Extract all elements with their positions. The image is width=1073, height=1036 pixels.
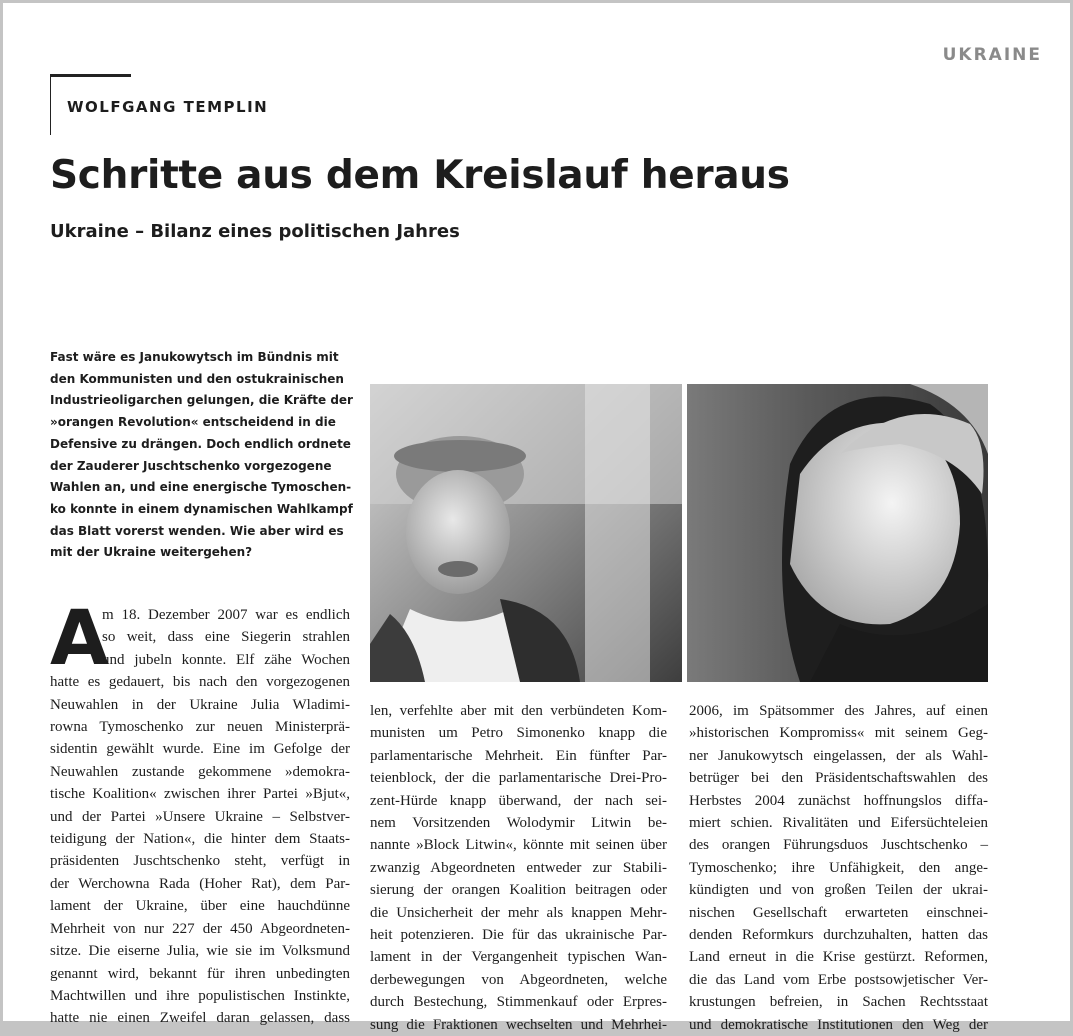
- section-label: UKRAINE: [942, 45, 1042, 65]
- photo-image: [370, 384, 988, 682]
- text-line: 2006, im Spätsommer des Jahres, auf einen: [689, 703, 988, 719]
- text-line: Mehrheit von nur 227 der 450 Abgeordneten-: [50, 920, 350, 937]
- text-line: miert schien. Rivalitäten und Eifersüchteleien: [689, 815, 988, 832]
- text-line: sidentin gewählt wurde. Eine im Gefolge der: [50, 741, 350, 758]
- text-line: kündigten und von großen Teilen der ukrai-: [689, 882, 988, 899]
- text-line: ko konnte in einem dynamischen Wahlkampf: [50, 501, 353, 516]
- text-line: zent-Hürde knapp überwand, der nach sei-: [370, 792, 667, 809]
- article-column-1: [50, 604, 350, 1030]
- text-line: und demokratische Institutionen den Weg der: [689, 1016, 988, 1033]
- text-line: nischen Gesellschaft erwarteten einschnei-: [689, 904, 988, 921]
- text-line: Fast wäre es Janukowytsch im Bündnis mit: [50, 350, 339, 364]
- text-line: sierung der orangen Koalition beitragen oder: [370, 882, 667, 899]
- text-line: und jubeln konnte. Elf zähe Wochen: [102, 651, 350, 668]
- text-line: nem Vorsitzenden Wolodymir Litwin be-: [370, 815, 667, 832]
- text-line: das Blatt vorerst wenden. Wie aber wird es: [50, 523, 344, 538]
- article-subtitle: Ukraine – Bilanz eines politischen Jahres: [50, 221, 460, 242]
- text-line: Defensive zu drängen. Doch endlich ordnete: [50, 436, 351, 451]
- text-line: teidigung der Nation«, die hinter dem Staats-: [50, 831, 350, 848]
- text-line: rowna Tymoschenko zur neuen Ministerprä-: [50, 719, 350, 736]
- text-line: die Unsicherheit der mehr als knappen Mehr-: [370, 904, 667, 921]
- magazine-page: [3, 3, 1070, 1033]
- text-line: genannt wird, bekannt für ihren unbedingten: [50, 965, 350, 982]
- text-line: des orangen Führungsduos Juschtschenko –: [689, 837, 988, 854]
- text-line: krustungen befreien, in Sachen Rechtsstaat: [689, 994, 988, 1011]
- text-line: denden Reformkurs durchzuhalten, hatten das: [689, 927, 988, 944]
- text-line: derbewegungen von Abgeordneten, welche: [370, 971, 667, 988]
- text-line: präsidenten Juschtschenko steht, verfügt in: [50, 853, 350, 870]
- text-line: len, verfehlte aber mit den verbündeten Kom-: [370, 703, 667, 719]
- text-line: tische Koalition« zwischen ihrer Partei »Bjut«,: [50, 786, 350, 803]
- text-line: teienblock, der die parlamentarische Drei-Pro-: [370, 770, 667, 787]
- text-line: die das Land vom Erbe postsowjetischer Ver-: [689, 971, 988, 988]
- text-line: lament in der Vergangenheit typischen Wan-: [370, 949, 667, 966]
- text-line: Neuwahlen zustande gekommene »demokra-: [50, 763, 350, 780]
- text-line: Herbstes 2004 zunächst hoffnungslos diffa-: [689, 792, 988, 809]
- text-line: und der Partei »Unsere Ukraine – Selbstver-: [50, 808, 350, 825]
- article-column-3: [689, 700, 988, 1036]
- text-line: Land erneut in die Krise gestürzt. Reformen,: [689, 949, 988, 966]
- text-line: der Werchowna Rada (Hoher Rat), dem Par-: [50, 875, 350, 892]
- text-line: hatte nie einen Zweifel daran gelassen, dass: [50, 1010, 350, 1027]
- text-line: heit potenzieren. Die für das ukrainische Par-: [370, 927, 667, 944]
- text-line: m 18. Dezember 2007 war es endlich: [102, 607, 350, 623]
- text-line: durch Bestechung, Stimmenkauf oder Erpres-: [370, 994, 667, 1011]
- text-line: Machtwillen und ihre populistischen Instinkte,: [50, 987, 350, 1004]
- author-name: WOLFGANG TEMPLIN: [67, 98, 269, 116]
- text-line: hatte es gedauert, bis nach den vorgezogenen: [50, 674, 350, 691]
- text-line: Neuwahlen in der Ukraine Julia Wladimi-: [50, 696, 350, 713]
- article-column-2: [370, 700, 667, 1036]
- text-line: parlamentarische Mehrheit. Ein fünfter Par-: [370, 747, 667, 764]
- author-rule: [50, 74, 131, 77]
- text-line: sung die Fraktionen wechselten und Mehrhei-: [370, 1016, 667, 1033]
- text-line: zwanzig Abgeordneten entweder zur Stabili-: [370, 859, 667, 876]
- text-line: ner Janukowytsch eingelassen, der als Wahl-: [689, 747, 988, 764]
- text-line: Industrieoligarchen gelungen, die Kräfte der: [50, 393, 353, 408]
- lead-paragraph: [50, 347, 353, 564]
- text-line: der Zauderer Juschtschenko vorgezogene: [50, 458, 332, 473]
- author-rule-vertical: [50, 74, 51, 135]
- text-line: Wahlen an, und eine energische Tymoschen-: [50, 480, 352, 495]
- text-line: »orangen Revolution« entscheidend in die: [50, 415, 336, 430]
- text-line: den Kommunisten und den ostukrainischen: [50, 371, 344, 386]
- text-line: Tymoschenko; ihre Unfähigkeit, den ange-: [689, 859, 988, 876]
- text-line: mit der Ukraine weitergehen?: [50, 545, 253, 560]
- text-line: lament der Ukraine, über eine hauchdünne: [50, 898, 350, 915]
- text-line: so weit, dass eine Siegerin strahlen: [102, 629, 350, 646]
- text-line: betrüger bei den Präsidentschaftswahlen des: [689, 770, 988, 787]
- text-line: munisten um Petro Simonenko knapp die: [370, 725, 667, 742]
- text-line: sitze. Die eiserne Julia, wie sie im Volksmund: [50, 943, 350, 960]
- drop-cap: A: [50, 593, 109, 682]
- article-title: Schritte aus dem Kreislauf heraus: [50, 153, 790, 198]
- text-line: »historischen Kompromiss« mit seinem Geg-: [689, 725, 988, 742]
- text-line: nannte »Block Litwin«, könnte mit seinen über: [370, 837, 667, 854]
- article-photo: [370, 384, 988, 682]
